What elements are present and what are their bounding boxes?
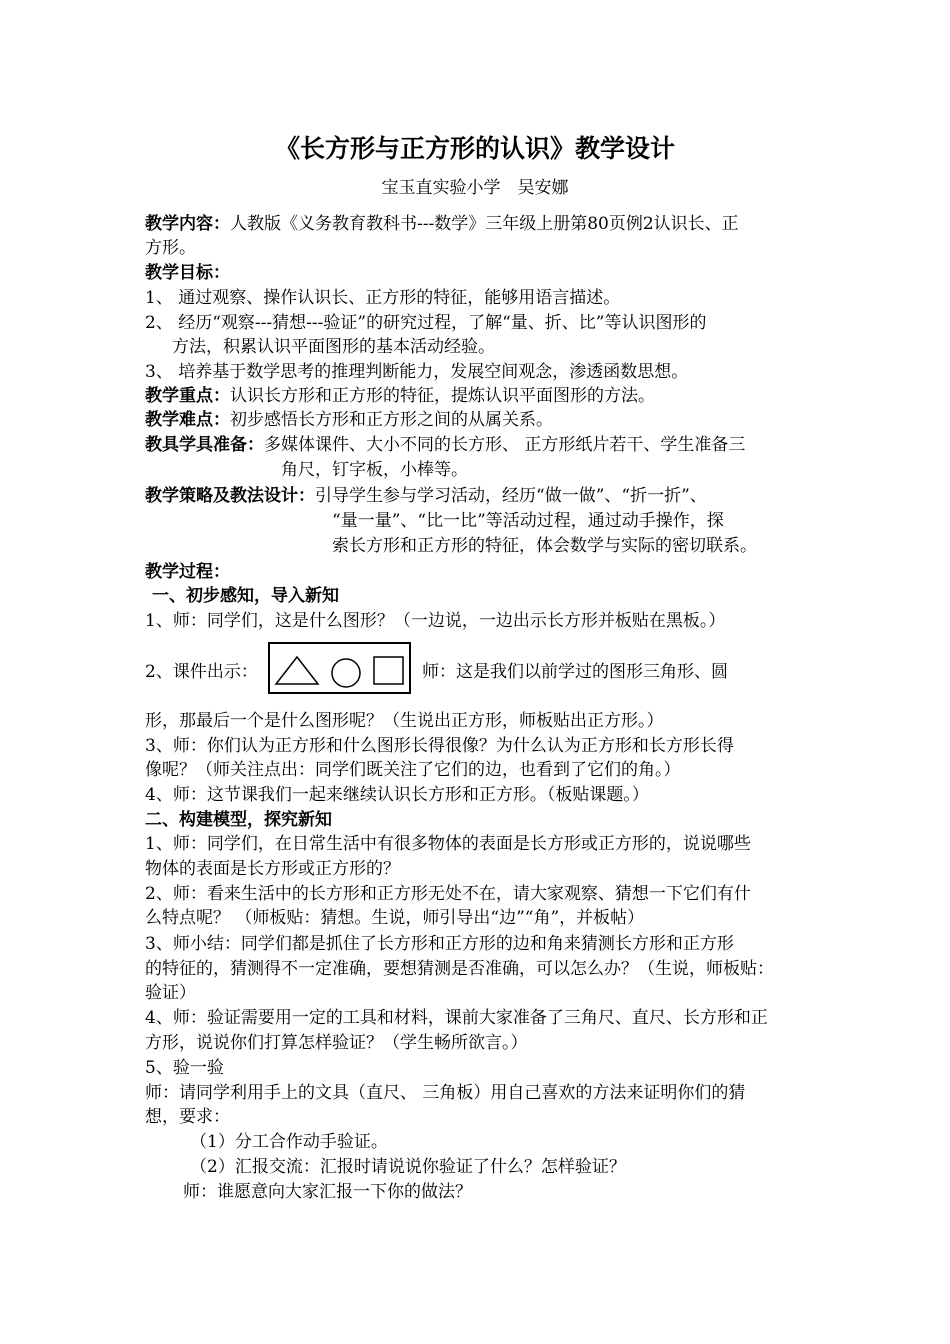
goal-item-cont: 方法，积累认识平面图形的基本活动经验。: [172, 337, 495, 357]
paragraph-cont: 方形，说说你们打算怎样验证？（学生畅所欲言。）: [145, 1033, 528, 1053]
paragraph: 1、师：同学们，这是什么图形？（一边说，一边出示长方形并板贴在黑板。）: [145, 611, 726, 631]
tools-text-cont: 角尺，钉字板，小棒等。: [281, 460, 468, 480]
paragraph-cont: 想，要求：: [145, 1107, 230, 1127]
tools-label: 教具学具准备：: [145, 435, 264, 455]
content-text-cont: 方形。: [145, 238, 196, 258]
goal-item: 1、 通过观察、操作认识长、正方形的特征，能够用语言描述。: [145, 288, 621, 308]
paragraph: 师：这是我们以前学过的图形三角形、圆: [422, 662, 728, 682]
triangle-shape: [276, 657, 318, 684]
paragraph-cont: 验证）: [145, 983, 196, 1003]
square-shape: [374, 657, 403, 684]
tools-text: 多媒体课件、大小不同的长方形、 正方形纸片若干、学生准备三: [264, 435, 746, 455]
requirement-item: （1）分工合作动手验证。: [190, 1132, 388, 1152]
paragraph-cont: 的特征的，猜测得不一定准确，要想猜测是否准确，可以怎么办？（生说，师板贴：: [145, 959, 774, 979]
strategy-text: 引导学生参与学习活动，经历“做一做”、“折一折”、: [315, 486, 707, 506]
goals-label: 教学目标：: [145, 263, 230, 283]
paragraph-cont: 形，那最后一个是什么图形呢？（生说出正方形，师板贴出正方形。）: [145, 711, 664, 731]
paragraph: 1、师：同学们，在日常生活中有很多物体的表面是长方形或正方形的，说说哪些: [145, 834, 751, 854]
key-points-line: [145, 384, 655, 408]
tools-line: [145, 433, 745, 457]
paragraph: 4、师：这节课我们一起来继续认识长方形和正方形。（板贴课题。）: [145, 785, 649, 805]
goal-item: 2、 经历“观察---猜想---验证”的研究过程，了解“量、折、比”等认识图形的: [145, 313, 707, 333]
paragraph: 师：谁愿意向大家汇报一下你的做法？: [183, 1182, 472, 1202]
content-line: [145, 212, 739, 236]
paragraph: 3、师：你们认为正方形和什么图形长得很像？为什么认为正方形和长方形长得: [145, 736, 734, 756]
circle-shape: [332, 659, 360, 687]
paragraph: 2、课件出示：: [145, 662, 258, 682]
paragraph: 3、师小结：同学们都是抓住了长方形和正方形的边和角来猜测长方形和正方形: [145, 934, 734, 954]
difficulty-text: 初步感悟长方形和正方形之间的从属关系。: [230, 410, 553, 430]
document-title: 《长方形与正方形的认识》教学设计: [274, 134, 675, 163]
section-1-heading: 一、初步感知，导入新知: [152, 586, 339, 606]
paragraph-cont: 物体的表面是长方形或正方形的？: [145, 859, 400, 879]
paragraph: 师：请同学利用手上的文具（直尺、 三角板）用自己喜欢的方法来证明你们的猜: [145, 1083, 746, 1103]
key-points-label: 教学重点：: [145, 386, 230, 406]
paragraph: 2、师：看来生活中的长方形和正方形无处不在，请大家观察、猜想一下它们有什: [145, 884, 751, 904]
paragraph-cont: 么特点呢？ （师板贴：猜想。生说，师引导出“边”“角”，并板帖）: [145, 908, 645, 928]
content-text: 人教版《义务教育教科书---数学》三年级上册第80页例2认识长、正: [230, 214, 739, 234]
strategy-label: 教学策略及教法设计：: [145, 486, 315, 506]
goal-item: 3、 培养基于数学思考的推理判断能力，发展空间观念，渗透函数思想。: [145, 362, 689, 382]
strategy-text-cont: “量一量”、“比一比”等活动过程，通过动手操作，探: [332, 511, 724, 531]
content-label: 教学内容：: [145, 214, 230, 234]
strategy-text-cont: 索长方形和正方形的特征，体会数学与实际的密切联系。: [332, 536, 757, 556]
difficulty-line: [145, 408, 553, 432]
section-2-heading: 二、构建模型，探究新知: [145, 810, 332, 830]
key-points-text: 认识长方形和正方形的特征，提炼认识平面图形的方法。: [230, 386, 655, 406]
paragraph: 5、验一验: [145, 1058, 224, 1078]
difficulty-label: 教学难点：: [145, 410, 230, 430]
paragraph: 4、师：验证需要用一定的工具和材料，课前大家准备了三角尺、直尺、长方形和正: [145, 1008, 768, 1028]
paragraph-cont: 像呢？（师关注点出：同学们既关注了它们的边，也看到了它们的角。）: [145, 760, 681, 780]
shapes-figure: [268, 642, 411, 694]
requirement-item: （2）汇报交流：汇报时请说说你验证了什么？怎样验证？: [190, 1157, 626, 1177]
document-author: 宝玉直实验小学 吴安娜: [381, 178, 569, 198]
process-label: 教学过程：: [145, 562, 230, 582]
strategy-line: [145, 484, 707, 508]
